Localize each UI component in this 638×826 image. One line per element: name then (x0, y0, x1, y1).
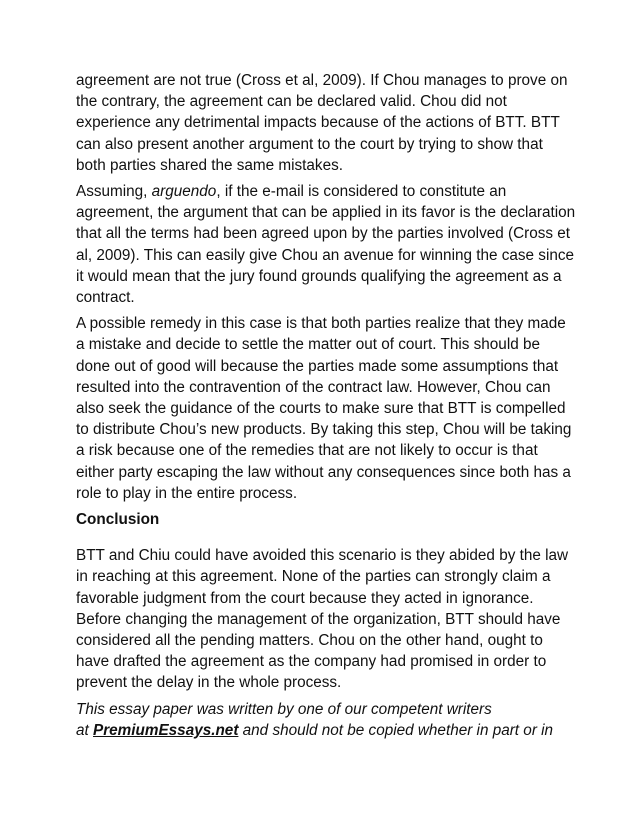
paragraph-2-lead: Assuming, (76, 183, 152, 201)
paragraph-2-rest: , if the e-mail is considered to constitute an agreement, the argument that can be applied in its favor is the declaration that all the terms had been agreed upon by the parties involved (Cross et al, 2009). This can easily give Chou an avenue for winning the case since it would mean that the jury found grounds qualifying the agreement as a contract. (76, 183, 576, 307)
paragraph-1: agreement are not true (Cross et al, 2009). If Chou manages to prove on the contrary, the agreement can be declared valid. Chou did not experience any detrimental impacts because of the actions of BTT. BTT can also present another argument to the court by trying to show that both parties shared the same mistakes. (76, 72, 568, 174)
paragraph-2-italic-term: arguendo (151, 183, 217, 201)
copyright-notice (76, 699, 576, 741)
copyright-notice-line-1: This essay paper was written by one of our competent writers (76, 700, 492, 718)
conclusion-heading: Conclusion (76, 511, 160, 529)
document-body (76, 70, 576, 741)
copyright-notice-rest: and should not be copied whether in part or in (238, 721, 554, 739)
conclusion-paragraph: BTT and Chiu could have avoided this scenario is they abided by the law in reaching at this agreement. None of the parties can strongly claim a favorable judgment from the court because they acted in ignorance. Before changing the management of the organization, BTT should have considered all the pending matters. Chou on the other hand, ought to have drafted the agreement as the company had promised in order to prevent the delay in the whole process. (76, 547, 569, 692)
copyright-notice-at: at (76, 721, 94, 739)
paragraph-2 (76, 181, 576, 308)
paragraph-3: A possible remedy in this case is that both parties realize that they made a mistake and decide to settle the matter out of court. This should be done out of good will because the parties made some assumptions that resulted into the contravention of the contract law. However, Chou can also seek the guidance of the courts to make sure that BTT is compelled to distribute Chou’s new products. By taking this step, Chou will be taking a risk because one of the remedies that are not likely to occur is that either party escaping the law without any consequences since both has a role to play in the entire process. (76, 315, 572, 502)
premiumessays-link[interactable]: PremiumEssays.net (93, 721, 239, 739)
